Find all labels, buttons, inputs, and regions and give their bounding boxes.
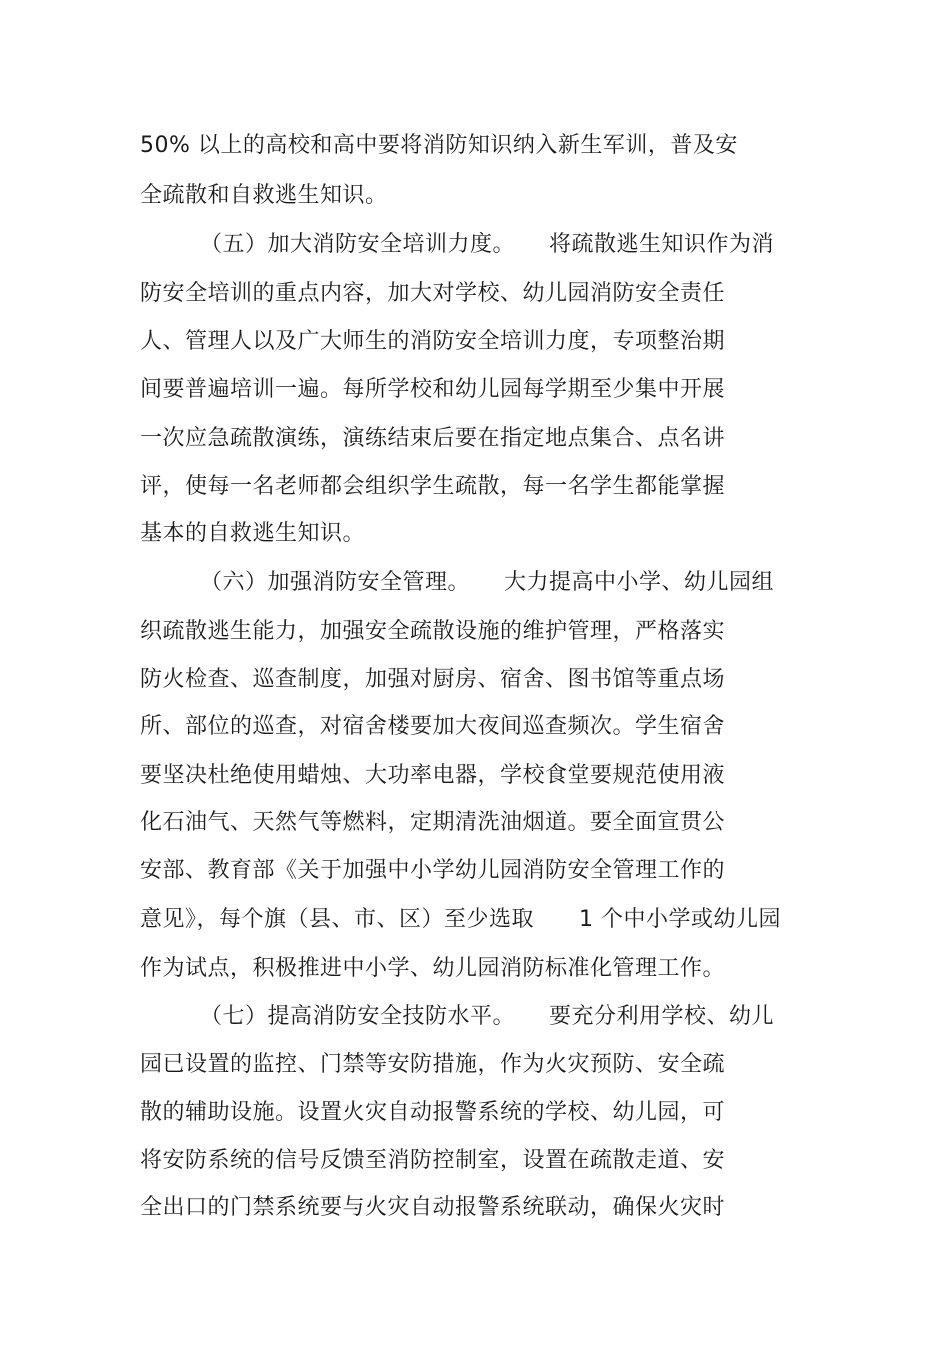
section-heading-7: （七）提高消防安全技防水平。 要充分利用学校、幼儿 [200,1004,775,1029]
text-line: 50% 以上的高校和高中要将消防知识纳入新生军训，普及安 [140,133,738,158]
section-heading-5: （五）加大消防安全培训力度。 将疏散逃生知识作为消 [200,232,775,257]
text-line: 要坚决杜绝使用蜡烛、大功率电器，学校食堂要规范使用液 [140,763,726,788]
text-line: 评，使每一名老师都会组织学生疏散，每一名学生都能掌握 [140,474,726,499]
text-line: 基本的自救逃生知识。 [140,521,366,546]
text-line: 全出口的门禁系统要与火灾自动报警系统联动，确保火灾时 [140,1195,726,1220]
text-line: 防安全培训的重点内容，加大对学校、幼儿园消防安全责任 [140,281,726,306]
section-heading-6: （六）加强消防安全管理。 大力提高中小学、幼儿园组 [200,570,775,595]
text-line: 将安防系统的信号反馈至消防控制室，设置在疏散走道、安 [140,1148,726,1173]
text-line: 间要普遍培训一遍。每所学校和幼儿园每学期至少集中开展 [140,377,726,402]
text-line: 全疏散和自救逃生知识。 [140,183,388,208]
text-line: 所、部位的巡查，对宿舍楼要加大夜间巡查频次。学生宿舍 [140,714,726,739]
text-line: 园已设置的监控、门禁等安防措施，作为火灾预防、安全疏 [140,1052,726,1077]
text-line: 作为试点，积极推进中小学、幼儿园消防标准化管理工作。 [140,956,726,981]
text-line: 安部、教育部《关于加强中小学幼儿园消防安全管理工作的 [140,858,726,883]
text-line: 化石油气、天然气等燃料，定期清洗油烟道。要全面宣贯公 [140,810,726,835]
text-line: 织疏散逃生能力，加强安全疏散设施的维护管理，严格落实 [140,619,726,644]
text-line: 意见》，每个旗（县、市、区）至少选取 1 个中小学或幼儿园 [140,907,781,932]
text-line: 散的辅助设施。设置火灾自动报警系统的学校、幼儿园，可 [140,1100,726,1125]
text-line: 一次应急疏散演练，演练结束后要在指定地点集合、点名讲 [140,426,726,451]
text-line: 人、管理人以及广大师生的消防安全培训力度，专项整治期 [140,329,726,354]
text-line: 防火检查、巡查制度，加强对厨房、宿舍、图书馆等重点场 [140,667,726,692]
